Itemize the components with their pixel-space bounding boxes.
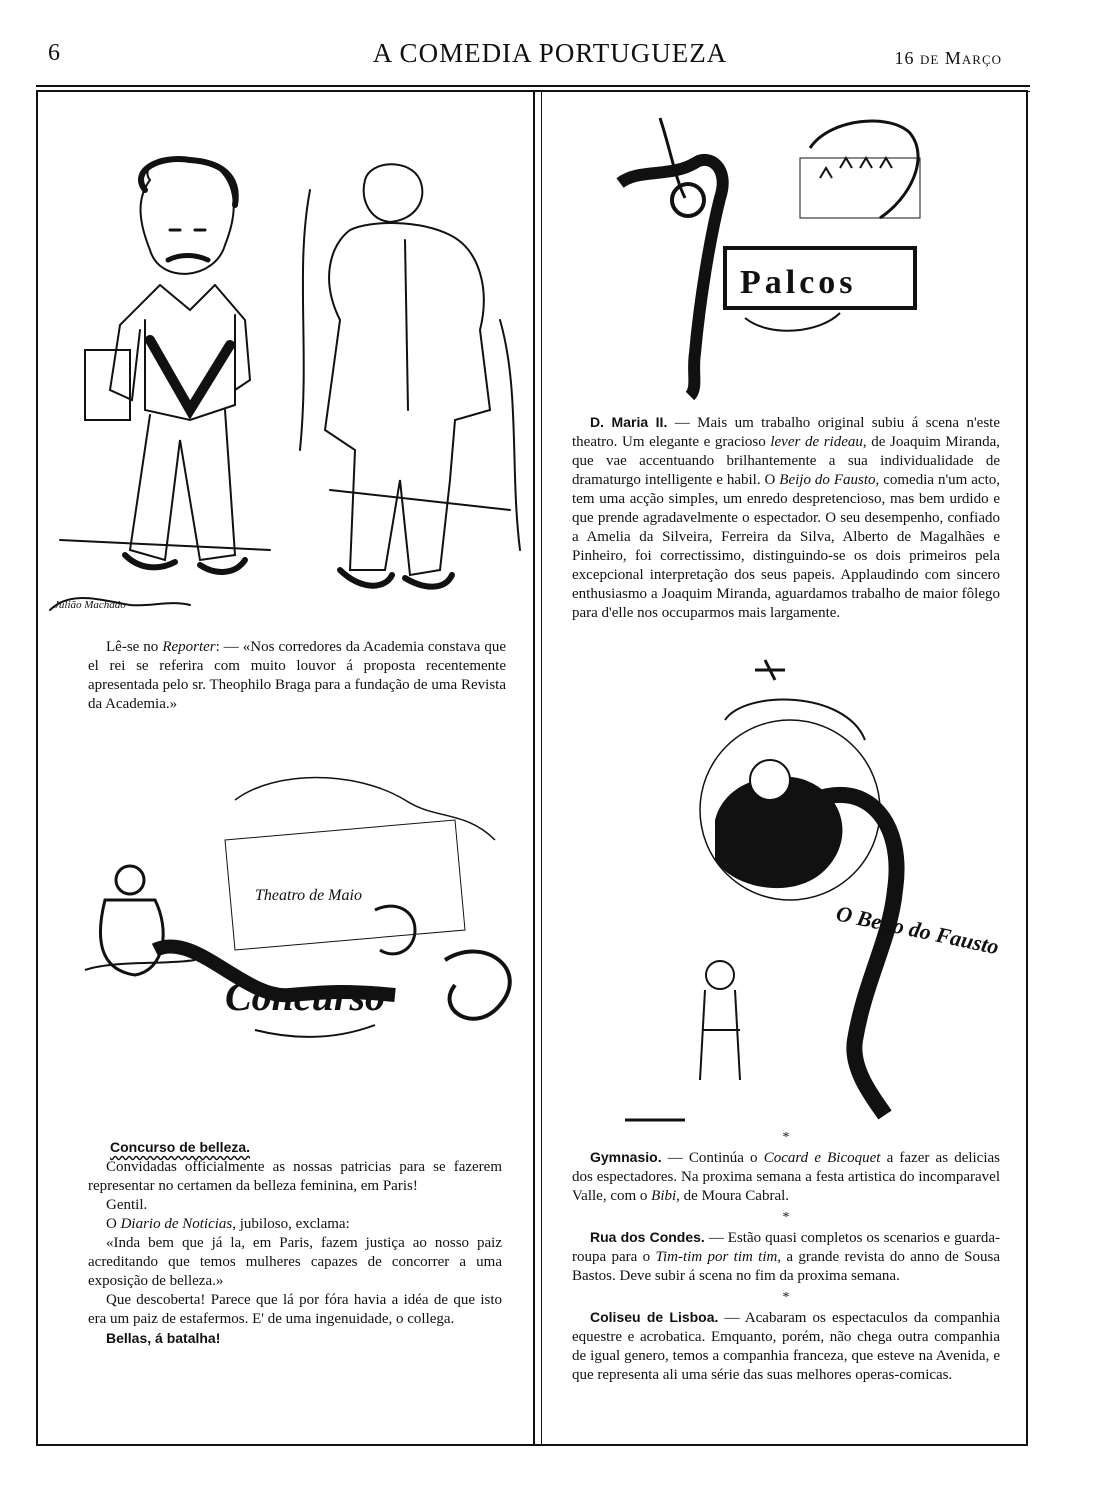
- concurso-p1: Convidadas officialmente as nossas patricias para se fazerem representar no certamen da belleza feminina, em Paris!: [88, 1159, 502, 1194]
- gymnasio-text-2: a fazer as delicias dos espectadores. Na proxima semana a festa artistica do incomparavel Valle, com o: [572, 1150, 1001, 1204]
- dmaria-text-1: — Mais um trabalho original subiu á scena n'este theatro. Um elegante e gracioso: [572, 415, 1000, 450]
- coliseu-text: — Acabaram os espectaculos da companhia equestre e acrobatica. Emquanto, porém, não chega outra companhia de igual genero, temos a companhia franceza, que esteve na Avenida, e que representa ali uma série das suas melhores operas-comicas.: [572, 1310, 1000, 1383]
- header-rule: [36, 85, 1030, 87]
- dmaria-paragraph: [572, 413, 1000, 623]
- gymnasio-heading: Gymnasio.: [590, 1149, 662, 1165]
- section-star: *: [782, 1130, 790, 1145]
- concurso-p6: Bellas, á batalha!: [106, 1330, 221, 1346]
- coliseu-heading: Coliseu de Lisboa.: [590, 1309, 719, 1325]
- dmaria-play-title: Beijo do Fausto: [779, 472, 876, 488]
- concurso-banner: Theatro de Maio: [255, 887, 362, 904]
- gymnasio-text-3: , de Moura Cabral.: [676, 1188, 790, 1204]
- reporter-label: Lê-se no: [106, 639, 159, 655]
- concurso-p3-pre: O: [106, 1216, 117, 1232]
- rua-condes-play-title: Tim-tim por tim tim: [655, 1249, 778, 1265]
- concurso-p5: Que descoberta! Parece que lá por fóra havia a idéa de que isto era um paiz de estafermos. E' de uma ingenuidade, o collega.: [88, 1292, 502, 1327]
- caricature-signature: Julião Machado: [54, 599, 126, 611]
- column-rule: [533, 92, 535, 1446]
- dmaria-text-3: , comedia n'um acto, tem uma acção simples, um enredo despretencioso, mas bem urdido e que prende agradavelmente o espectador. O seu desempenho, confiado a Amelia da Silveira, Ferreira da Silva, Alberto de Magalhães e Pinheiro, foi correctissimo, distinguindo-se os dois primeiros pela excepcional interpretação dos seus papeis. Applaudindo com sincero enthusiasmo a Joaquim Miranda, aguardamos trabalho de maior fôlego para d'elle nos occuparmos mais largamente.: [572, 472, 1000, 621]
- masthead-title: A COMEDIA PORTUGUEZA: [372, 38, 728, 68]
- concurso-title: Concurso: [225, 974, 386, 1019]
- dmaria-italic-1: lever de rideau: [770, 434, 863, 450]
- caricature-illustration: [40, 150, 530, 630]
- concurso-heading: Concurso de belleza.: [110, 1139, 251, 1155]
- section-star: *: [782, 1210, 790, 1225]
- rua-condes-heading: Rua dos Condes.: [590, 1229, 705, 1245]
- issue-date: 16 de Março: [894, 48, 1002, 68]
- reporter-paragraph: [88, 638, 506, 714]
- concurso-p2: Gentil.: [106, 1197, 148, 1213]
- palcos-title: Palcos: [740, 264, 857, 301]
- gymnasio-text-1: — Continúa o: [661, 1150, 764, 1166]
- concurso-p3-post: , jubiloso, exclama:: [232, 1216, 350, 1232]
- gymnasio-play-title: Cocard e Bicoquet: [763, 1150, 881, 1166]
- concurso-p4: «Inda bem que já la, em Paris, fazem justiça ao nosso paiz acreditando que temos mulheres capazes de concorrer a uma exposição de belleza.»: [88, 1235, 502, 1289]
- concurso-section: [88, 1138, 502, 1348]
- section-star: *: [782, 1290, 790, 1305]
- reporter-newspaper: Reporter: [162, 639, 216, 655]
- page-number: 6: [48, 40, 60, 66]
- concurso-illustration: [75, 760, 525, 1070]
- rua-condes-text-1: — Estão quasi completos os scenarios e guarda-roupa para o: [572, 1230, 1000, 1265]
- beijo-title: O Beijo do Fausto: [833, 900, 1002, 960]
- beijo-do-fausto-illustration: [605, 660, 1002, 1130]
- palcos-illustration: [600, 108, 940, 398]
- dmaria-heading: D. Maria II.: [590, 414, 668, 430]
- gymnasio-play-bibi: Bibi: [651, 1188, 677, 1204]
- reporter-quote: : — «Nos corredores da Academia constava que el rei se referira com muito louvor á proposta recentemente apresentada pelo sr. Theophilo Braga para a fundação de uma Revista da Academia.»: [88, 639, 507, 712]
- dmaria-text-2: , de Joaquim Miranda, que vae accentuando brilhantemente a sua individualidade de dramaturgo intelligente e habil. O: [572, 434, 1000, 488]
- rua-condes-text-2: , a grande revista do anno de Sousa Bastos. Deve subir á scena no fim da proxima semana.: [572, 1249, 1001, 1284]
- concurso-p3-paper: Diario de Noticias: [120, 1216, 233, 1232]
- column-rule-double: [541, 92, 542, 1446]
- theatre-notes: [572, 1126, 1000, 1385]
